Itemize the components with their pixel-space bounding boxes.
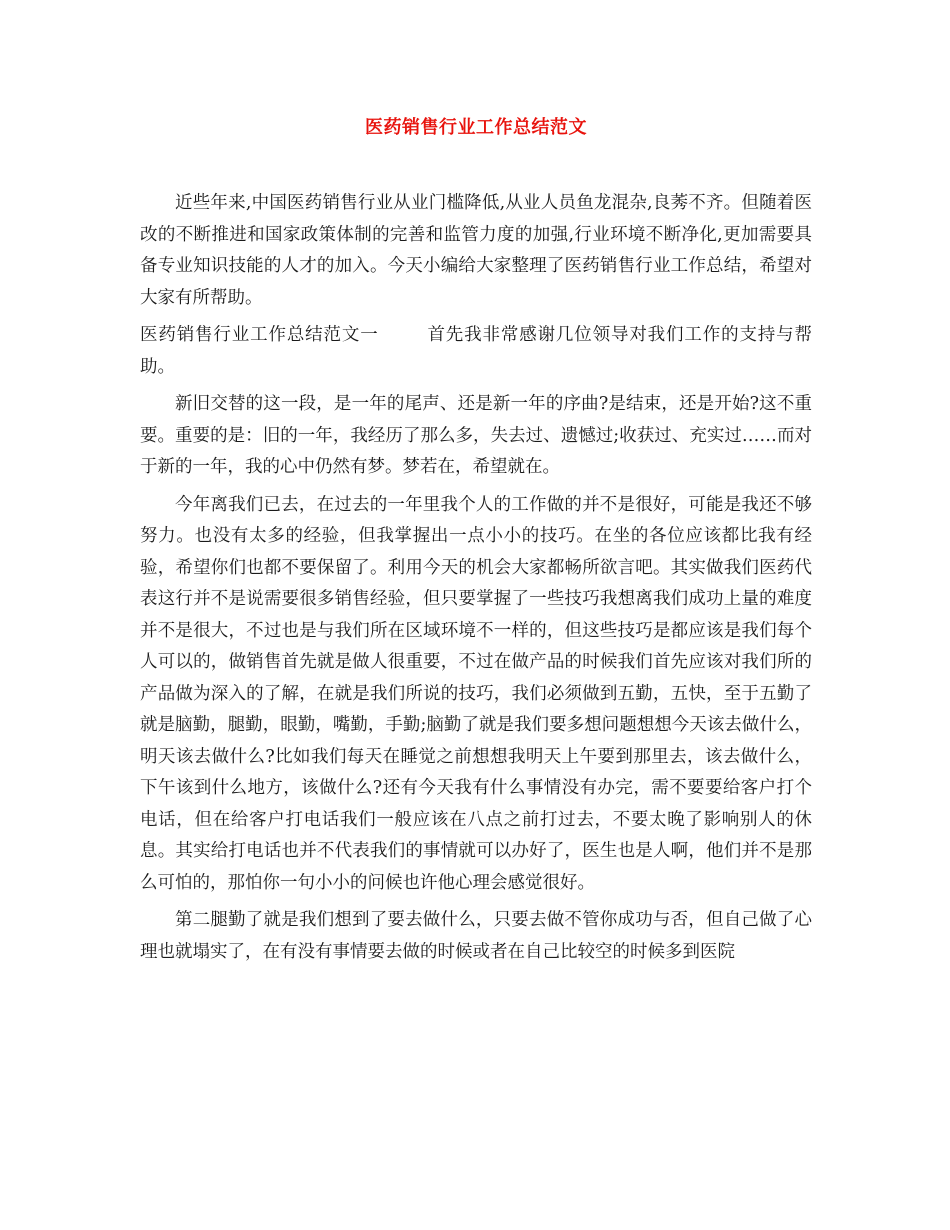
document-page xyxy=(140,112,812,974)
section-heading-line xyxy=(140,320,812,383)
paragraph-new-year: 新旧交替的这一段，是一年的尾声、还是新一年的序曲?是结束，还是开始?这不重要。重要的是：旧的一年，我经历了那么多，失去过、遗憾过;收获过、充实过……而对于新的一年，我的心中仍然有梦。梦若在，希望就在。 xyxy=(140,394,812,477)
paragraph-intro: 近些年来,中国医药销售行业从业门槛降低,从业人员鱼龙混杂,良莠不齐。但随着医改的不断推进和国家政策体制的完善和监管力度的加强,行业环境不断净化,更加需要具备专业知识技能的人才的加入。今天小编给大家整理了医药销售行业工作总结，希望对大家有所帮助。 xyxy=(140,193,812,308)
document-title: 医药销售行业工作总结范文 xyxy=(365,117,587,138)
paragraph-leg-diligence: 第二腿勤了就是我们想到了要去做什么，只要去做不管你成功与否，但自己做了心理也就塌实了，在有没有事情要去做的时候或者在自己比较空的时候多到医院 xyxy=(140,910,812,962)
section-first-line: 首先我非常感谢几位领导对我们工作的支持与帮助。 xyxy=(140,325,813,377)
paragraph-skills: 今年离我们已去，在过去的一年里我个人的工作做的并不是很好，可能是我还不够努力。也没有太多的经验，但我掌握出一点小小的技巧。在坐的各位应该都比我有经验，希望你们也都不要保留了。利用今天的机会大家都畅所欲言吧。其实做我们医药代表这行并不是说需要很多销售经验，但只要掌握了一些技巧我想离我们成功上量的难度并不是很大，不过也是与我们所在区域环境不一样的，但这些技巧是都应该是我们每个人可以的，做销售首先就是做人很重要，不过在做产品的时候我们首先应该对我们所的产品做为深入的了解，在就是我们所说的技巧，我们必须做到五勤，五快，至于五勤了就是脑勤，腿勤，眼勤，嘴勤，手勤;脑勤了就是我们要多想问题想想今天该去做什么，明天该去做什么?比如我们每天在睡觉之前想想我明天上午要到那里去，该去做什么，下午该到什么地方，该做什么?还有今天我有什么事情没有办完，需不要要给客户打个电话，但在给客户打电话我们一般应该在八点之前打过去，不要太晚了影响别人的休息。其实给打电话也并不代表我们的事情就可以办好了，医生也是人啊，他们并不是那么可怕的，那怕你一句小小的问候也许他心理会感觉很好。 xyxy=(140,494,812,893)
section-heading: 医药销售行业工作总结范文一 xyxy=(140,325,379,345)
